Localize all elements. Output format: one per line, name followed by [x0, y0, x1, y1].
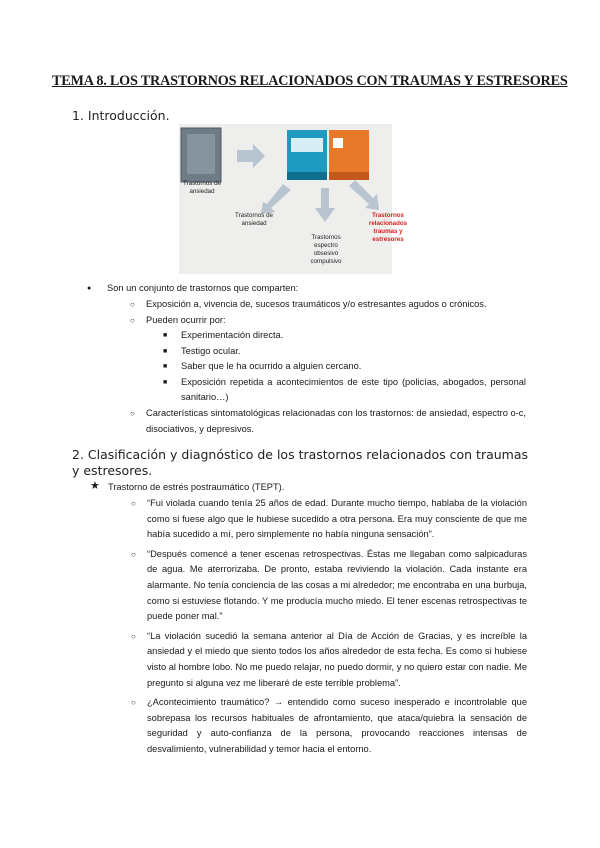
list-item: ○ Características sintomatológicas relacionadas con los trastornos: de ansiedad, espectro o-c, disociativos, y depresivos. [146, 406, 526, 437]
label-trastornos-ansiedad: Trastornos de ansiedad [183, 180, 221, 195]
list-item: ■ Saber que le ha ocurrido a alguien cercano. [181, 359, 526, 375]
list-item: ○ Exposición a, vivencia de, sucesos traumáticos y/o estresantes agudos o crónicos. [146, 297, 526, 313]
section-2-heading: 2. Clasificación y diagnóstico de los trastornos relacionados con traumas y estresores. [72, 447, 529, 478]
list-item: ★ Trastorno de estrés postraumático (TEPT). [108, 480, 528, 496]
list-item: ■ Exposición repetida a acontecimientos de este tipo (policías, abogados, personal sanitario…) [181, 375, 526, 406]
list-item: ○ Pueden ocurrir por: [146, 313, 526, 329]
label-ansiedad-mid: Trastornos de ansiedad [235, 212, 273, 227]
arrow-down-icon [315, 188, 335, 222]
list-item: ● Son un conjunto de trastornos que comparten: [107, 281, 527, 297]
list-item: ■ Experimentación directa. [181, 328, 526, 344]
quote-item: ○ “Después comencé a tener escenas retrospectivas. Éstas me llegaban como salpicaduras de agua. Me aterrorizaba. De pronto, estaba reviviendo la violación. Cada instante era alarmante. No tenía conciencia de las cosas a mi alrededor; me encontraba en una burbuja, como si estuviese flotando. Y me producía mucho miedo. El tener escenas retrospectivas te puede poner mal.” [147, 547, 527, 625]
quote-item: ○ “La violación sucedió la semana anterior al Día de Acción de Gracias, y es increíble la ansiedad y el miedo que siento todos los años alrededor de esta fecha. Es como si hubiese visto al hombre lobo. No me puedo relajar, no puedo dormir, y no quiero estar con nadie. Me pregunto si alguna vez me liberaré de este terrible problema”. [147, 629, 527, 691]
label-traumas-estresores: Trastornos relacionados traumas y estresores [368, 212, 408, 243]
list-item: ■ Testigo ocular. [181, 344, 526, 360]
quote-item: ○ “Fui violada cuando tenía 25 años de edad. Durante mucho tiempo, hablaba de la violación como si fuese algo que le hubiese sucedido a otra persona. Era muy consciente de que me había sucedido a mí, pero simplemente no había ninguna sensación”. [147, 496, 527, 543]
arrow-down-right-icon [349, 180, 379, 210]
quote-item: ○ ¿Acontecimiento traumático? → entendido como suceso inesperado e incontrolable que sobrepasa los recursos habituales de afrontamiento, que ataca/quiebra la sensación de seguridad y auto-confianza de la persona, provocando reacciones intensas de desvalimiento, vulnerabilidad y temor hacia el entorno. [147, 695, 527, 757]
figure-dsm-diagram [179, 124, 408, 274]
arrow-right-icon [237, 144, 265, 168]
arrow-down-left-icon [261, 184, 291, 214]
label-obsesivo-compulsivo: Trastornos espectro obsesivo compulsivo [310, 234, 342, 265]
section-1-heading: 1. Introducción. [72, 108, 170, 123]
page-title: TEMA 8. LOS TRASTORNOS RELACIONADOS CON TRAUMAS Y ESTRESORES [52, 73, 568, 89]
diagram-svg [179, 124, 392, 274]
